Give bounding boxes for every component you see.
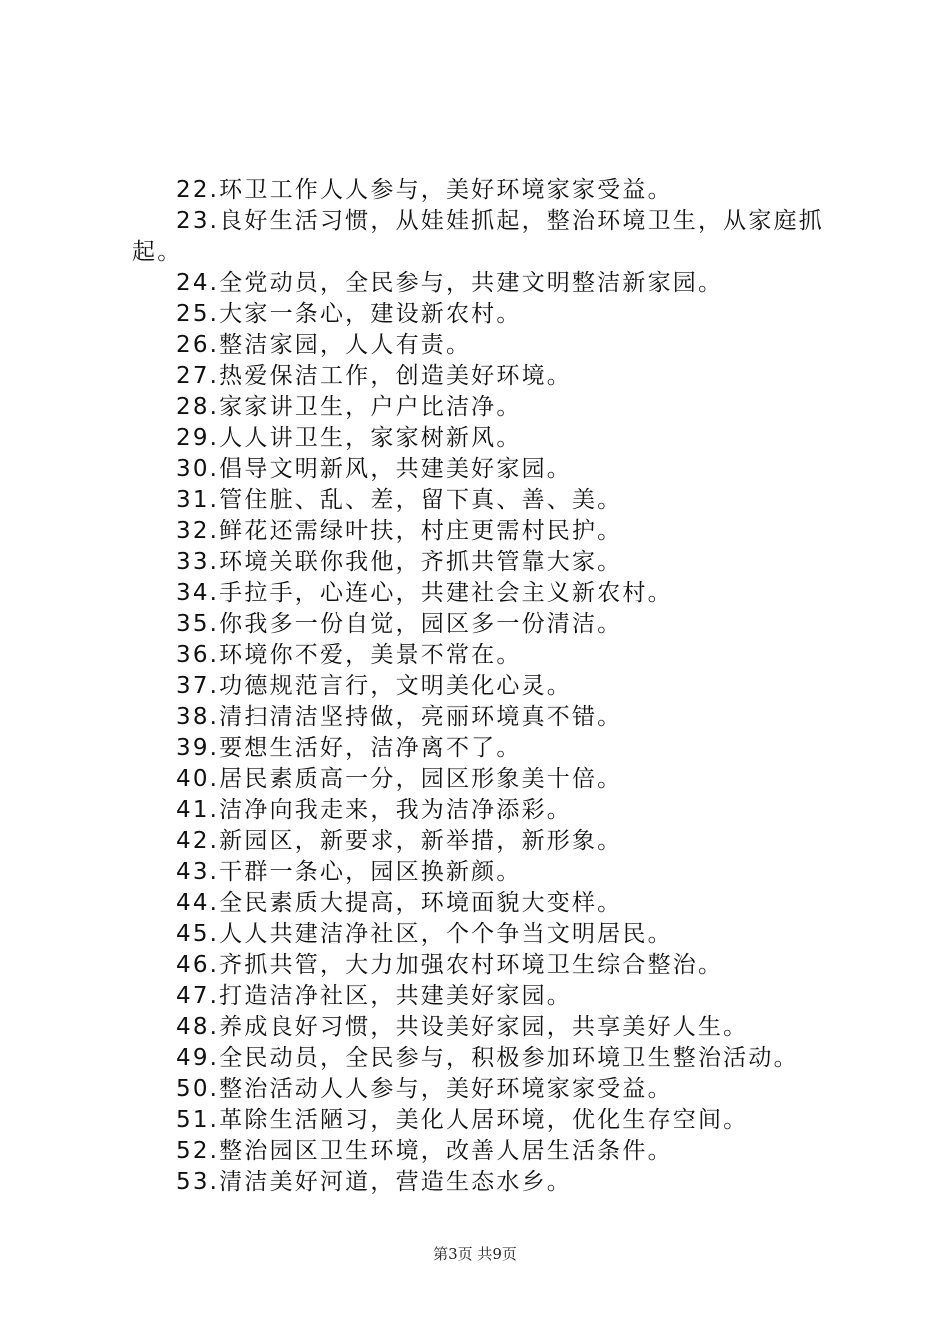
list-item: 47.打造洁净社区，共建美好家园。: [176, 983, 572, 1009]
list-item: 29.人人讲卫生，家家树新风。: [176, 425, 522, 451]
list-item: 36.环境你不爱，美景不常在。: [176, 642, 522, 668]
list-item: 34.手拉手，心连心，共建社会主义新农村。: [176, 580, 673, 606]
list-item: 33.环境关联你我他，齐抓共管靠大家。: [176, 549, 623, 575]
list-item: 45.人人共建洁净社区，个个争当文明居民。: [176, 921, 673, 947]
list-item: 51.革除生活陋习，美化人居环境，优化生存空间。: [176, 1107, 749, 1133]
list-item: 46.齐抓共管，大力加强农村环境卫生综合整治。: [176, 952, 724, 978]
list-item: 23.良好生活习惯，从娃娃抓起，整治环境卫生，从家庭抓起。: [132, 208, 824, 265]
list-item: 44.全民素质大提高，环境面貌大变样。: [176, 890, 623, 916]
list-item: 41.洁净向我走来，我为洁净添彩。: [176, 797, 572, 823]
slogan-list: [132, 175, 832, 1198]
list-item: 31.管住脏、乱、差，留下真、善、美。: [176, 487, 623, 513]
list-item: 26.整洁家园，人人有责。: [176, 332, 472, 358]
list-item: 28.家家讲卫生，户户比洁净。: [176, 394, 522, 420]
list-item: 25.大家一条心，建设新农村。: [176, 301, 522, 327]
list-item: 49.全民动员，全民参与，积极参加环境卫生整治活动。: [176, 1045, 799, 1071]
list-item: 35.你我多一份自觉，园区多一份清洁。: [176, 611, 623, 637]
list-item: 48.养成良好习惯，共设美好家园，共享美好人生。: [176, 1014, 749, 1040]
list-item: 37.功德规范言行，文明美化心灵。: [176, 673, 572, 699]
list-item: 39.要想生活好，洁净离不了。: [176, 735, 522, 761]
page-footer: [0, 1244, 950, 1264]
list-item: 27.热爱保洁工作，创造美好环境。: [176, 363, 572, 389]
list-item: 52.整治园区卫生环境，改善人居生活条件。: [176, 1138, 673, 1164]
list-item: 50.整治活动人人参与，美好环境家家受益。: [176, 1076, 673, 1102]
list-item: 22.环卫工作人人参与，美好环境家家受益。: [176, 177, 673, 203]
list-item: 38.清扫清洁坚持做，亮丽环境真不错。: [176, 704, 623, 730]
list-item: 24.全党动员，全民参与，共建文明整洁新家园。: [176, 270, 724, 296]
list-item: 32.鲜花还需绿叶扶，村庄更需村民护。: [176, 518, 623, 544]
list-item: 53.清洁美好河道，营造生态水乡。: [176, 1169, 572, 1195]
list-item: 42.新园区，新要求，新举措，新形象。: [176, 828, 623, 854]
list-item: 40.居民素质高一分，园区形象美十倍。: [176, 766, 623, 792]
list-item: 43.干群一条心，园区换新颜。: [176, 859, 522, 885]
page-number-label: 第3页 共9页: [433, 1245, 517, 1263]
list-item: 30.倡导文明新风，共建美好家园。: [176, 456, 572, 482]
